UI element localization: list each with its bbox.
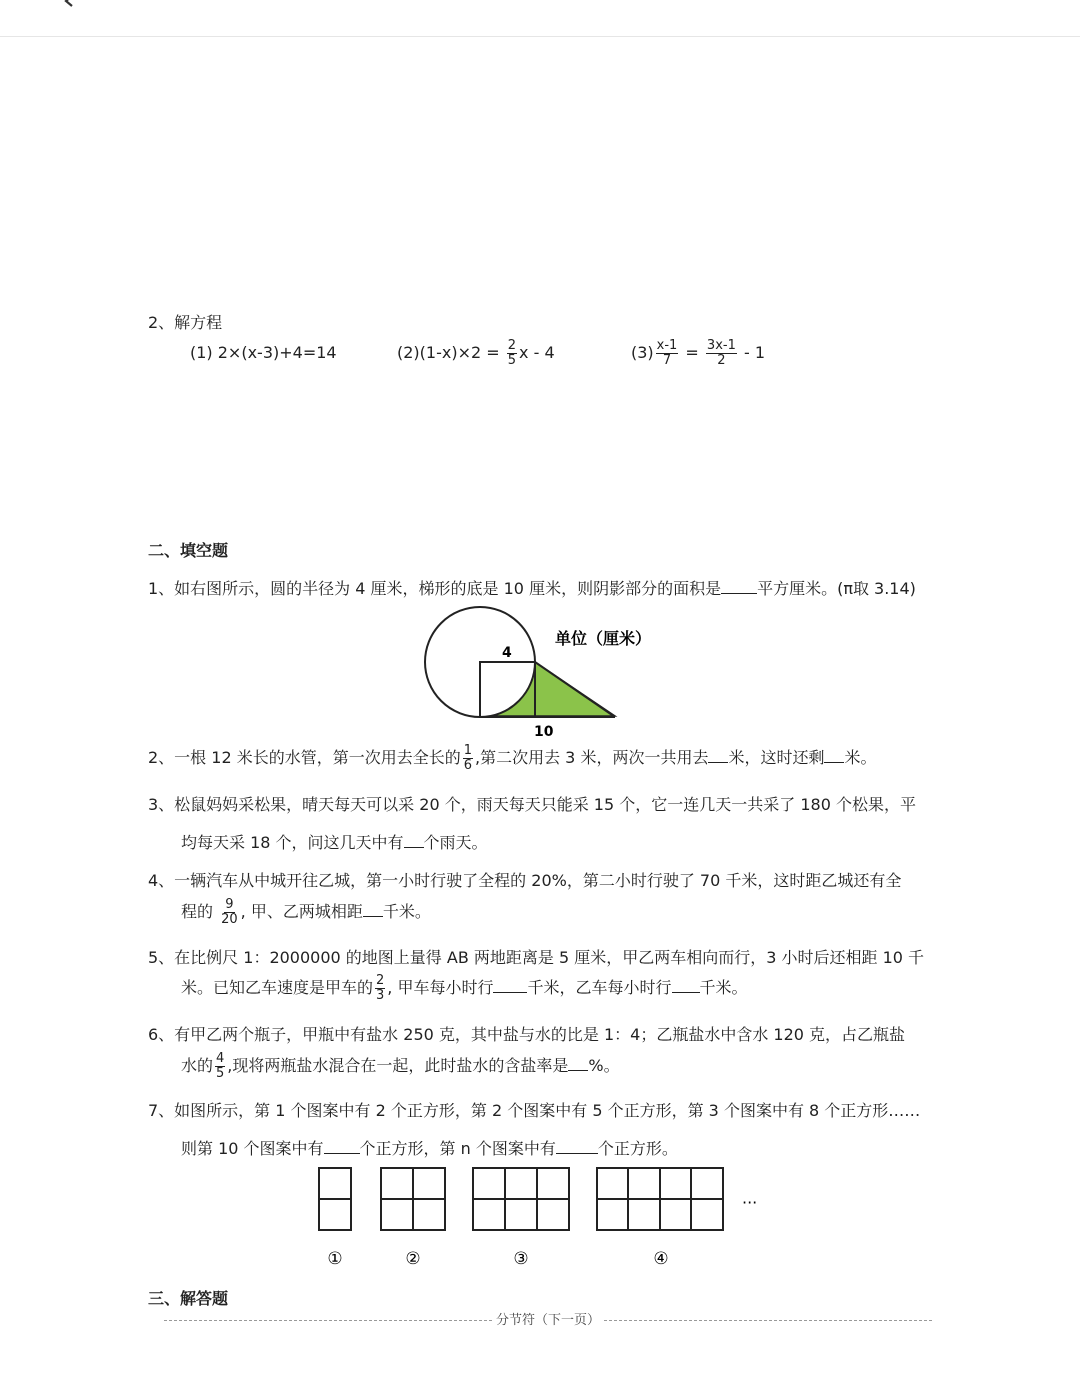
fraction-denominator: 5 [216,1066,225,1081]
pattern-1 [319,1168,351,1230]
question-2-text-c: 米，这时还剩 [728,748,825,767]
answer-blank [324,1139,360,1154]
answer-blank [556,1139,598,1154]
pattern-4 [597,1168,723,1230]
question-1 [148,579,916,599]
question-2-text-b: ,第二次用去 3 米，两次一共用去 [475,748,709,767]
question-7-line-1: 7、如图所示，第 1 个图案中有 2 个正方形，第 2 个图案中有 5 个正方形，第 3 个图案中有 8 个正方形…… [148,1101,921,1120]
question-7-line-2 [181,1139,678,1159]
equation-2-suffix: x - 4 [519,343,555,362]
equation-3 [631,335,765,371]
fraction-denominator: 2 [717,353,726,368]
equation-3-prefix: (3) [631,343,654,362]
equation-2-fraction [507,339,517,368]
answer-blank [672,978,700,993]
answer-blank [721,579,757,594]
unit-label: 单位（厘米） [555,629,652,648]
pattern-label-3: ③ [513,1249,529,1269]
equation-3-equals: = [685,343,699,362]
pattern-label-2: ② [405,1249,421,1269]
equation-3-fraction-1 [656,339,679,368]
answer-blank [708,748,728,763]
pattern-3 [473,1168,569,1230]
fraction-denominator: 6 [463,758,472,773]
fraction-numerator: x-1 [656,338,678,353]
pattern-label-1: ① [327,1249,343,1269]
fraction-denominator: 7 [662,353,672,368]
question-4-fraction [220,898,239,927]
fraction-denominator: 20 [221,912,238,927]
fraction-numerator: 2 [376,973,385,988]
square-pattern-figure [310,1160,780,1275]
equation-2 [397,335,555,371]
answer-blank [568,1056,588,1071]
question-5-text-c: 千米，乙车每小时行 [527,978,672,997]
equation-3-suffix: - 1 [743,343,765,362]
question-2-fraction [463,744,473,773]
section-break-label: 分节符（下一页） [496,1313,601,1328]
question-5-text-a: 米。已知乙车速度是甲车的 [181,978,374,997]
fill-section-heading: 二、填空题 [148,541,229,560]
equation-3-fraction-2 [706,339,737,368]
question-5-line-1: 5、在比例尺 1：2000000 的地图上量得 AB 两地距离是 5 厘米，甲乙两车相向而行，3 小时后还相距 10 千 [148,948,925,967]
question-1-text: 1、如右图所示，圆的半径为 4 厘米，梯形的底是 10 厘米，则阴影部分的面积是 [148,579,722,598]
question-6-fraction [215,1052,225,1081]
fraction-numerator: 3x-1 [706,338,736,353]
fraction-numerator: 2 [507,338,517,353]
question-5-text-d: 千米。 [699,978,748,997]
fraction-numerator: 1 [463,743,472,758]
question-6-line-2 [181,1048,620,1084]
question-4-line-1: 4、一辆汽车从中城开往乙城，第一小时行驶了全程的 20%，第二小时行驶了 70 千米，这时距乙城还有全 [148,871,902,890]
shaded-region [492,662,615,716]
equation-1: (1) 2×(x-3)+4=14 [190,343,337,362]
pattern-ellipsis: ··· [742,1193,758,1212]
fraction-numerator: 9 [225,897,234,912]
question-3-line-1: 3、松鼠妈妈采松果，晴天每天可以采 20 个，雨天每天只能采 15 个，它一连几天一共采了 180 个松果，平 [148,795,916,814]
question-7-text-b: 个正方形，第 n 个图案中有 [359,1139,556,1158]
answer-blank [404,833,424,848]
pattern-2 [381,1168,445,1230]
answer-section-heading: 三、解答题 [148,1289,229,1308]
fraction-numerator: 4 [216,1051,225,1066]
question-7-text-a: 则第 10 个图案中有 [181,1139,324,1158]
answer-blank [493,978,527,993]
question-4-text-a: 程的 [181,902,214,921]
question-2 [148,740,876,776]
question-6-text-c: %。 [588,1056,620,1075]
question-4-line-2 [181,894,431,930]
fraction-denominator: 3 [376,988,385,1003]
pattern-label-4: ④ [653,1249,669,1269]
question-5-fraction [375,974,385,1003]
top-bar [0,0,1080,37]
label-radius: 4 [502,645,512,661]
circle-trapezoid-figure [420,606,690,741]
question-3-line-2 [181,833,488,853]
question-7-text-c: 个正方形。 [597,1139,678,1158]
question-2-text-a: 2、一根 12 米长的水管，第一次用去全长的 [148,748,461,767]
label-base: 10 [534,724,554,740]
fraction-denominator: 5 [507,353,517,368]
question-6-text-a: 水的 [181,1056,214,1075]
question-1-end: 平方厘米。(π取 3.14) [757,579,916,598]
answer-blank [824,748,844,763]
question-5-line-2 [181,970,748,1006]
question-4-text-b: , 甲、乙两城相距 [240,902,363,921]
section-break-line-right [604,1320,932,1321]
answer-blank [363,902,383,917]
solve-equations-title: 2、解方程 [148,313,223,332]
back-arrow-icon[interactable] [60,0,76,8]
question-6-text-b: ,现将两瓶盐水混合在一起，此时盐水的含盐率是 [227,1056,569,1075]
question-6-line-1: 6、有甲乙两个瓶子，甲瓶中有盐水 250 克，其中盐与水的比是 1：4；乙瓶盐水中含水 120 克，占乙瓶盐 [148,1025,906,1044]
question-3-text-b: 个雨天。 [423,833,488,852]
question-5-text-b: , 甲车每小时行 [387,978,494,997]
section-break-line-left [164,1320,492,1321]
question-4-text-c: 千米。 [382,902,431,921]
question-3-text-a: 均每天采 18 个，问这几天中有 [181,833,404,852]
equation-2-prefix: (2)(1-x)×2 = [397,343,500,362]
question-2-text-d: 米。 [844,748,877,767]
